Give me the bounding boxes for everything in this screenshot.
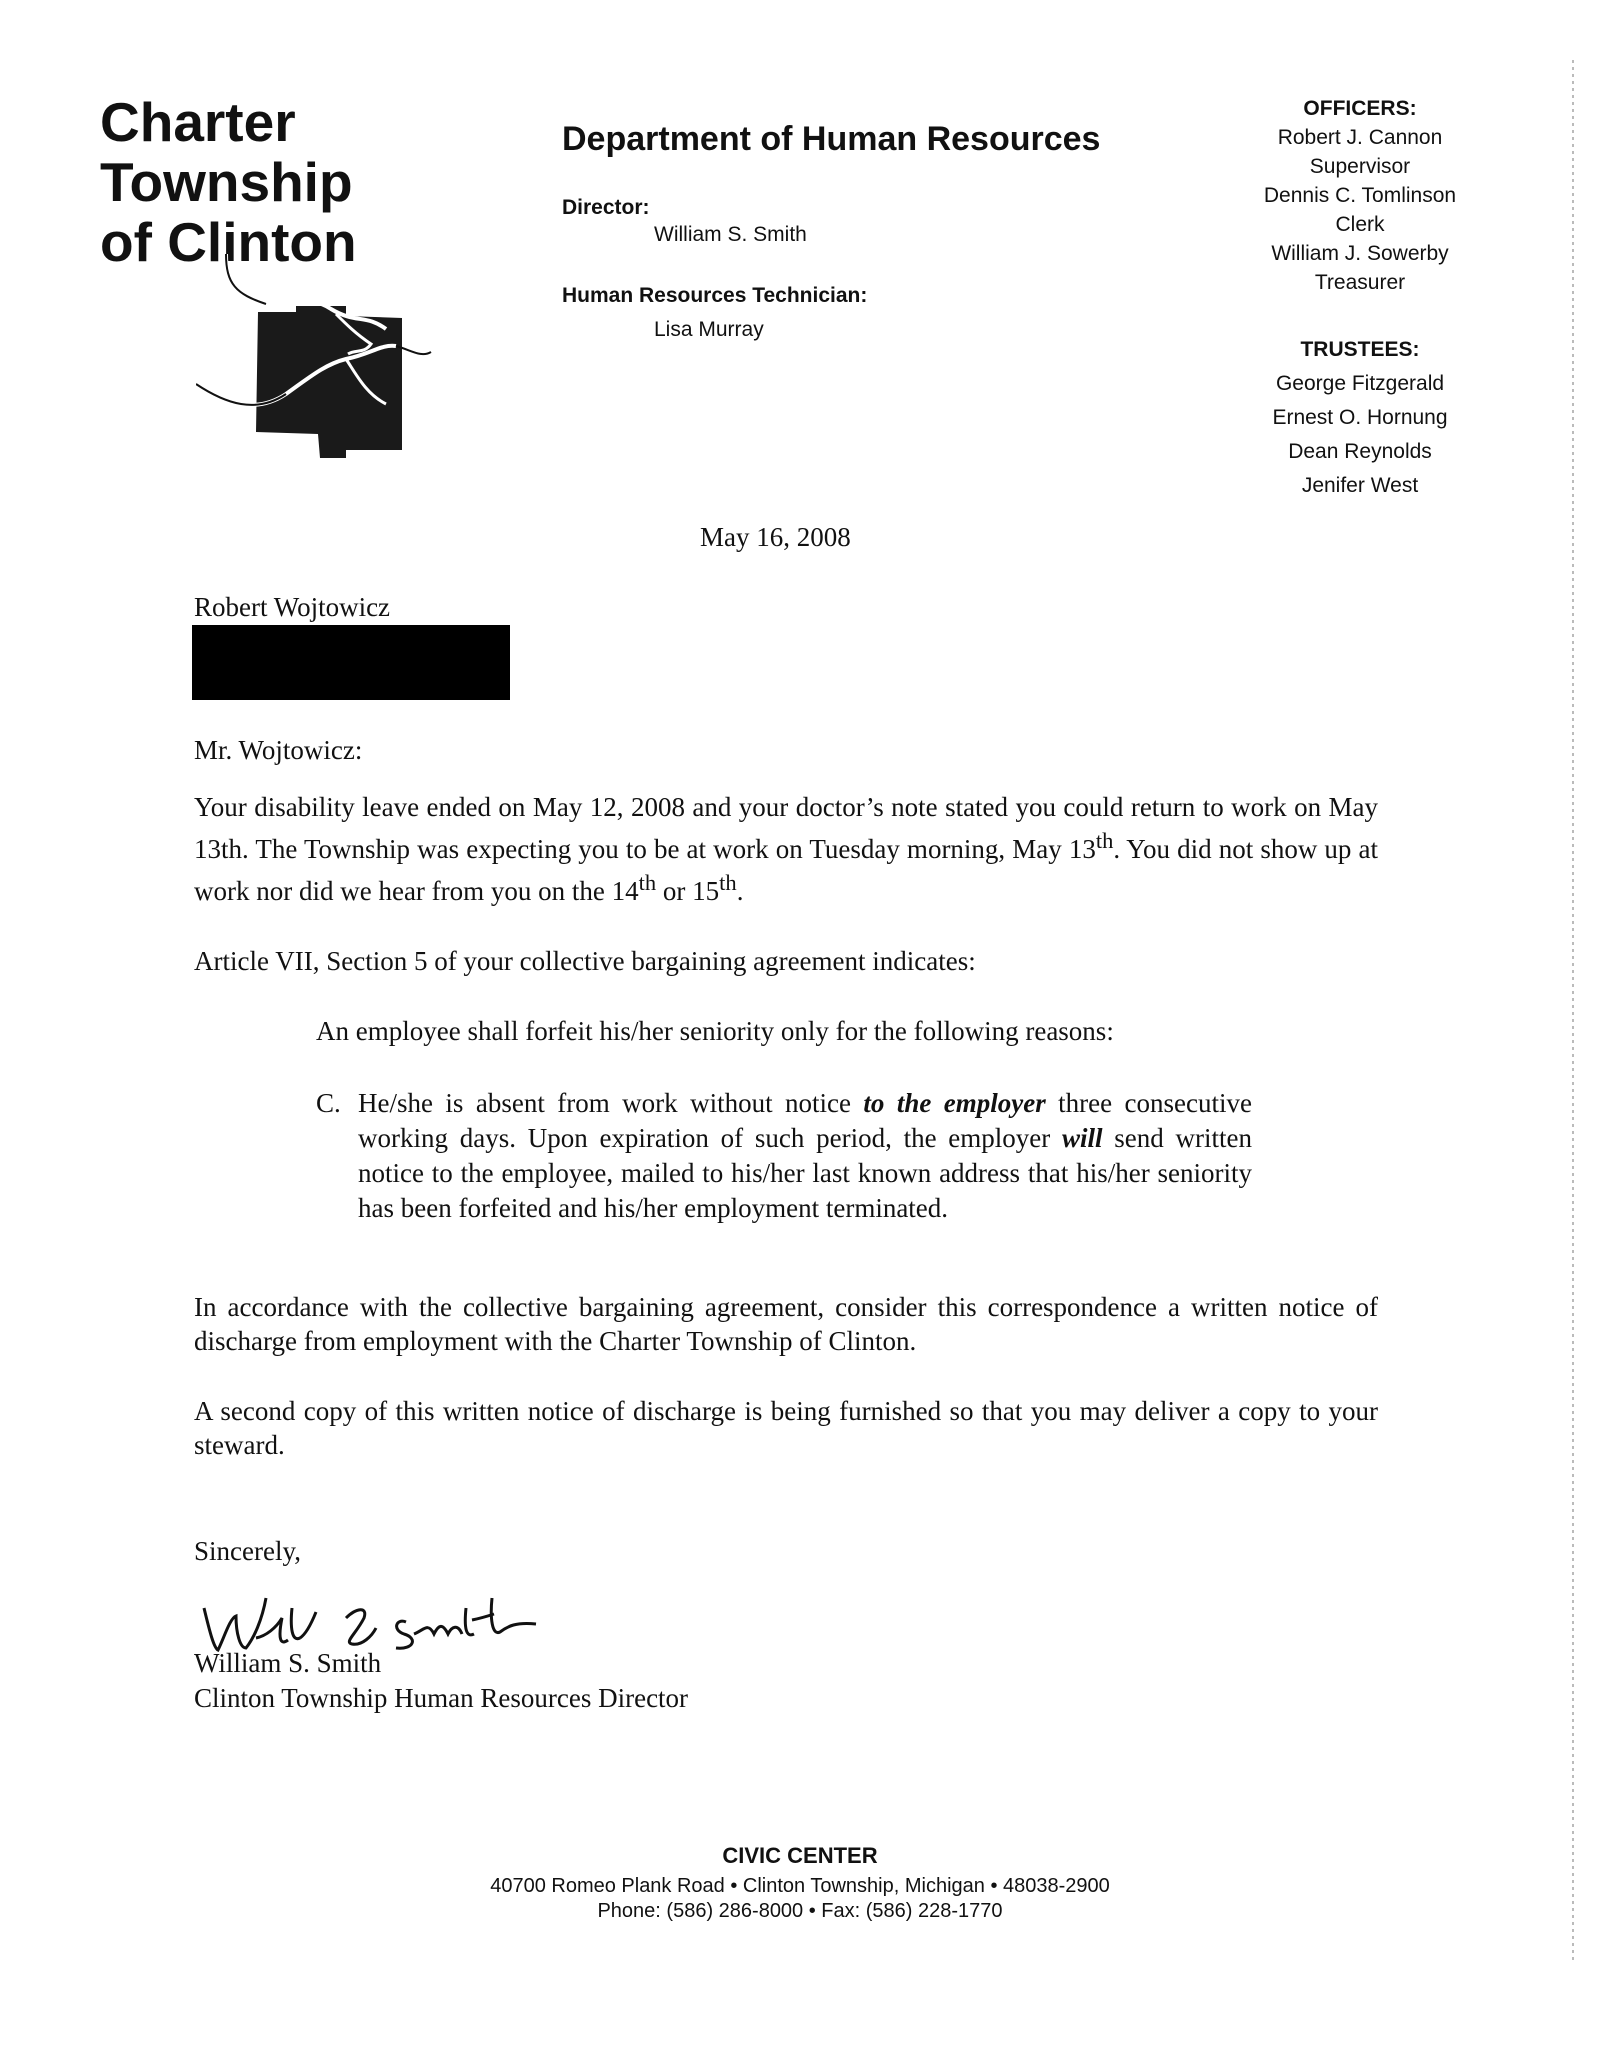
signer-title: Clinton Township Human Resources Director	[194, 1683, 689, 1713]
superscript-th: th	[719, 870, 737, 895]
trustee-name: Ernest O. Hornung	[1272, 406, 1448, 429]
item-text-c: send written notice to the employee, mailed to his/her last known address that his/her seniority has been forfeited and his/her employment terminated.	[358, 1123, 1252, 1223]
scan-edge-line	[1572, 60, 1574, 1960]
trustees-list	[1225, 333, 1495, 503]
logo-line-3: of Clinton	[100, 211, 357, 273]
trustees-heading: TRUSTEES:	[1300, 338, 1420, 361]
salutation: Mr. Wojtowicz:	[194, 735, 363, 765]
superscript-th: th	[1095, 828, 1114, 853]
director-name: William S. Smith	[654, 223, 807, 246]
logo-line-2: Township	[100, 151, 353, 213]
paragraph-2: Article VII, Section 5 of your collective bargaining agreement indicates:	[194, 946, 976, 976]
paragraph-1-text-a: Your disability leave ended on May 12, 2008 and your doctor’s note stated you could return to work on May 13th. The Township was expecting you to be at work on Tuesday morning, May 13	[194, 792, 1378, 864]
paragraph-4: A second copy of this written notice of discharge is being furnished so that you may deliver a copy to your steward.	[194, 1396, 1378, 1460]
trustee-name: Dean Reynolds	[1288, 440, 1432, 463]
quoted-item-c	[316, 1086, 1252, 1226]
redacted-address-block	[192, 625, 510, 700]
technician-name: Lisa Murray	[654, 318, 764, 341]
footer	[0, 1843, 1600, 1923]
officer-name: Dennis C. Tomlinson	[1263, 184, 1457, 207]
officer-name: William J. Sowerby	[1271, 242, 1449, 265]
recipient-name: Robert Wojtowicz	[194, 592, 391, 622]
officer-title: Supervisor	[1309, 155, 1411, 178]
footer-phone: Phone: (586) 286-8000 • Fax: (586) 228-1770	[597, 1900, 1003, 1922]
signature-block	[194, 1646, 688, 1716]
paragraph-1-text-c: or 15	[656, 876, 720, 906]
paragraph-1-text-d: .	[736, 876, 744, 906]
quoted-intro: An employee shall forfeit his/her seniority only for the following reasons:	[316, 1016, 1114, 1046]
item-emphasis-2: will	[1062, 1123, 1103, 1153]
item-emphasis-1: to the employer	[863, 1088, 1046, 1118]
officers-heading: OFFICERS:	[1303, 97, 1417, 120]
item-body	[358, 1086, 1252, 1226]
director-label: Director:	[562, 196, 650, 219]
footer-address: 40700 Romeo Plank Road • Clinton Township, Michigan • 48038-2900	[490, 1875, 1110, 1897]
paragraph-1-text-b: . You did not show up at work nor did we hear from you on the 14	[194, 834, 1378, 906]
township-logo-text	[100, 92, 357, 272]
officers-list	[1225, 94, 1495, 297]
trustee-name: Jenifer West	[1301, 474, 1419, 497]
township-map-icon	[196, 254, 436, 474]
closing: Sincerely,	[194, 1536, 301, 1566]
technician-label: Human Resources Technician:	[562, 284, 868, 307]
logo-line-1: Charter	[100, 91, 296, 153]
department-title: Department of Human Resources	[562, 120, 1101, 158]
item-letter: C.	[316, 1088, 341, 1118]
officer-title: Clerk	[1335, 213, 1385, 236]
officer-title: Treasurer	[1314, 271, 1406, 294]
item-text-b: three consecutive working days. Upon expiration of such period, the employer	[358, 1088, 1252, 1153]
letter-date: May 16, 2008	[700, 522, 851, 552]
item-text-a: He/she is absent from work without notice	[358, 1088, 864, 1118]
trustee-name: George Fitzgerald	[1275, 372, 1445, 395]
paragraph-1	[194, 790, 1378, 908]
officer-name: Robert J. Cannon	[1277, 126, 1443, 149]
superscript-th: th	[638, 870, 657, 895]
paragraph-3: In accordance with the collective bargaining agreement, consider this correspondence a written notice of discharge from employment with the Charter Township of Clinton.	[194, 1292, 1378, 1356]
footer-title: CIVIC CENTER	[722, 1843, 878, 1868]
signer-name: William S. Smith	[194, 1648, 382, 1678]
